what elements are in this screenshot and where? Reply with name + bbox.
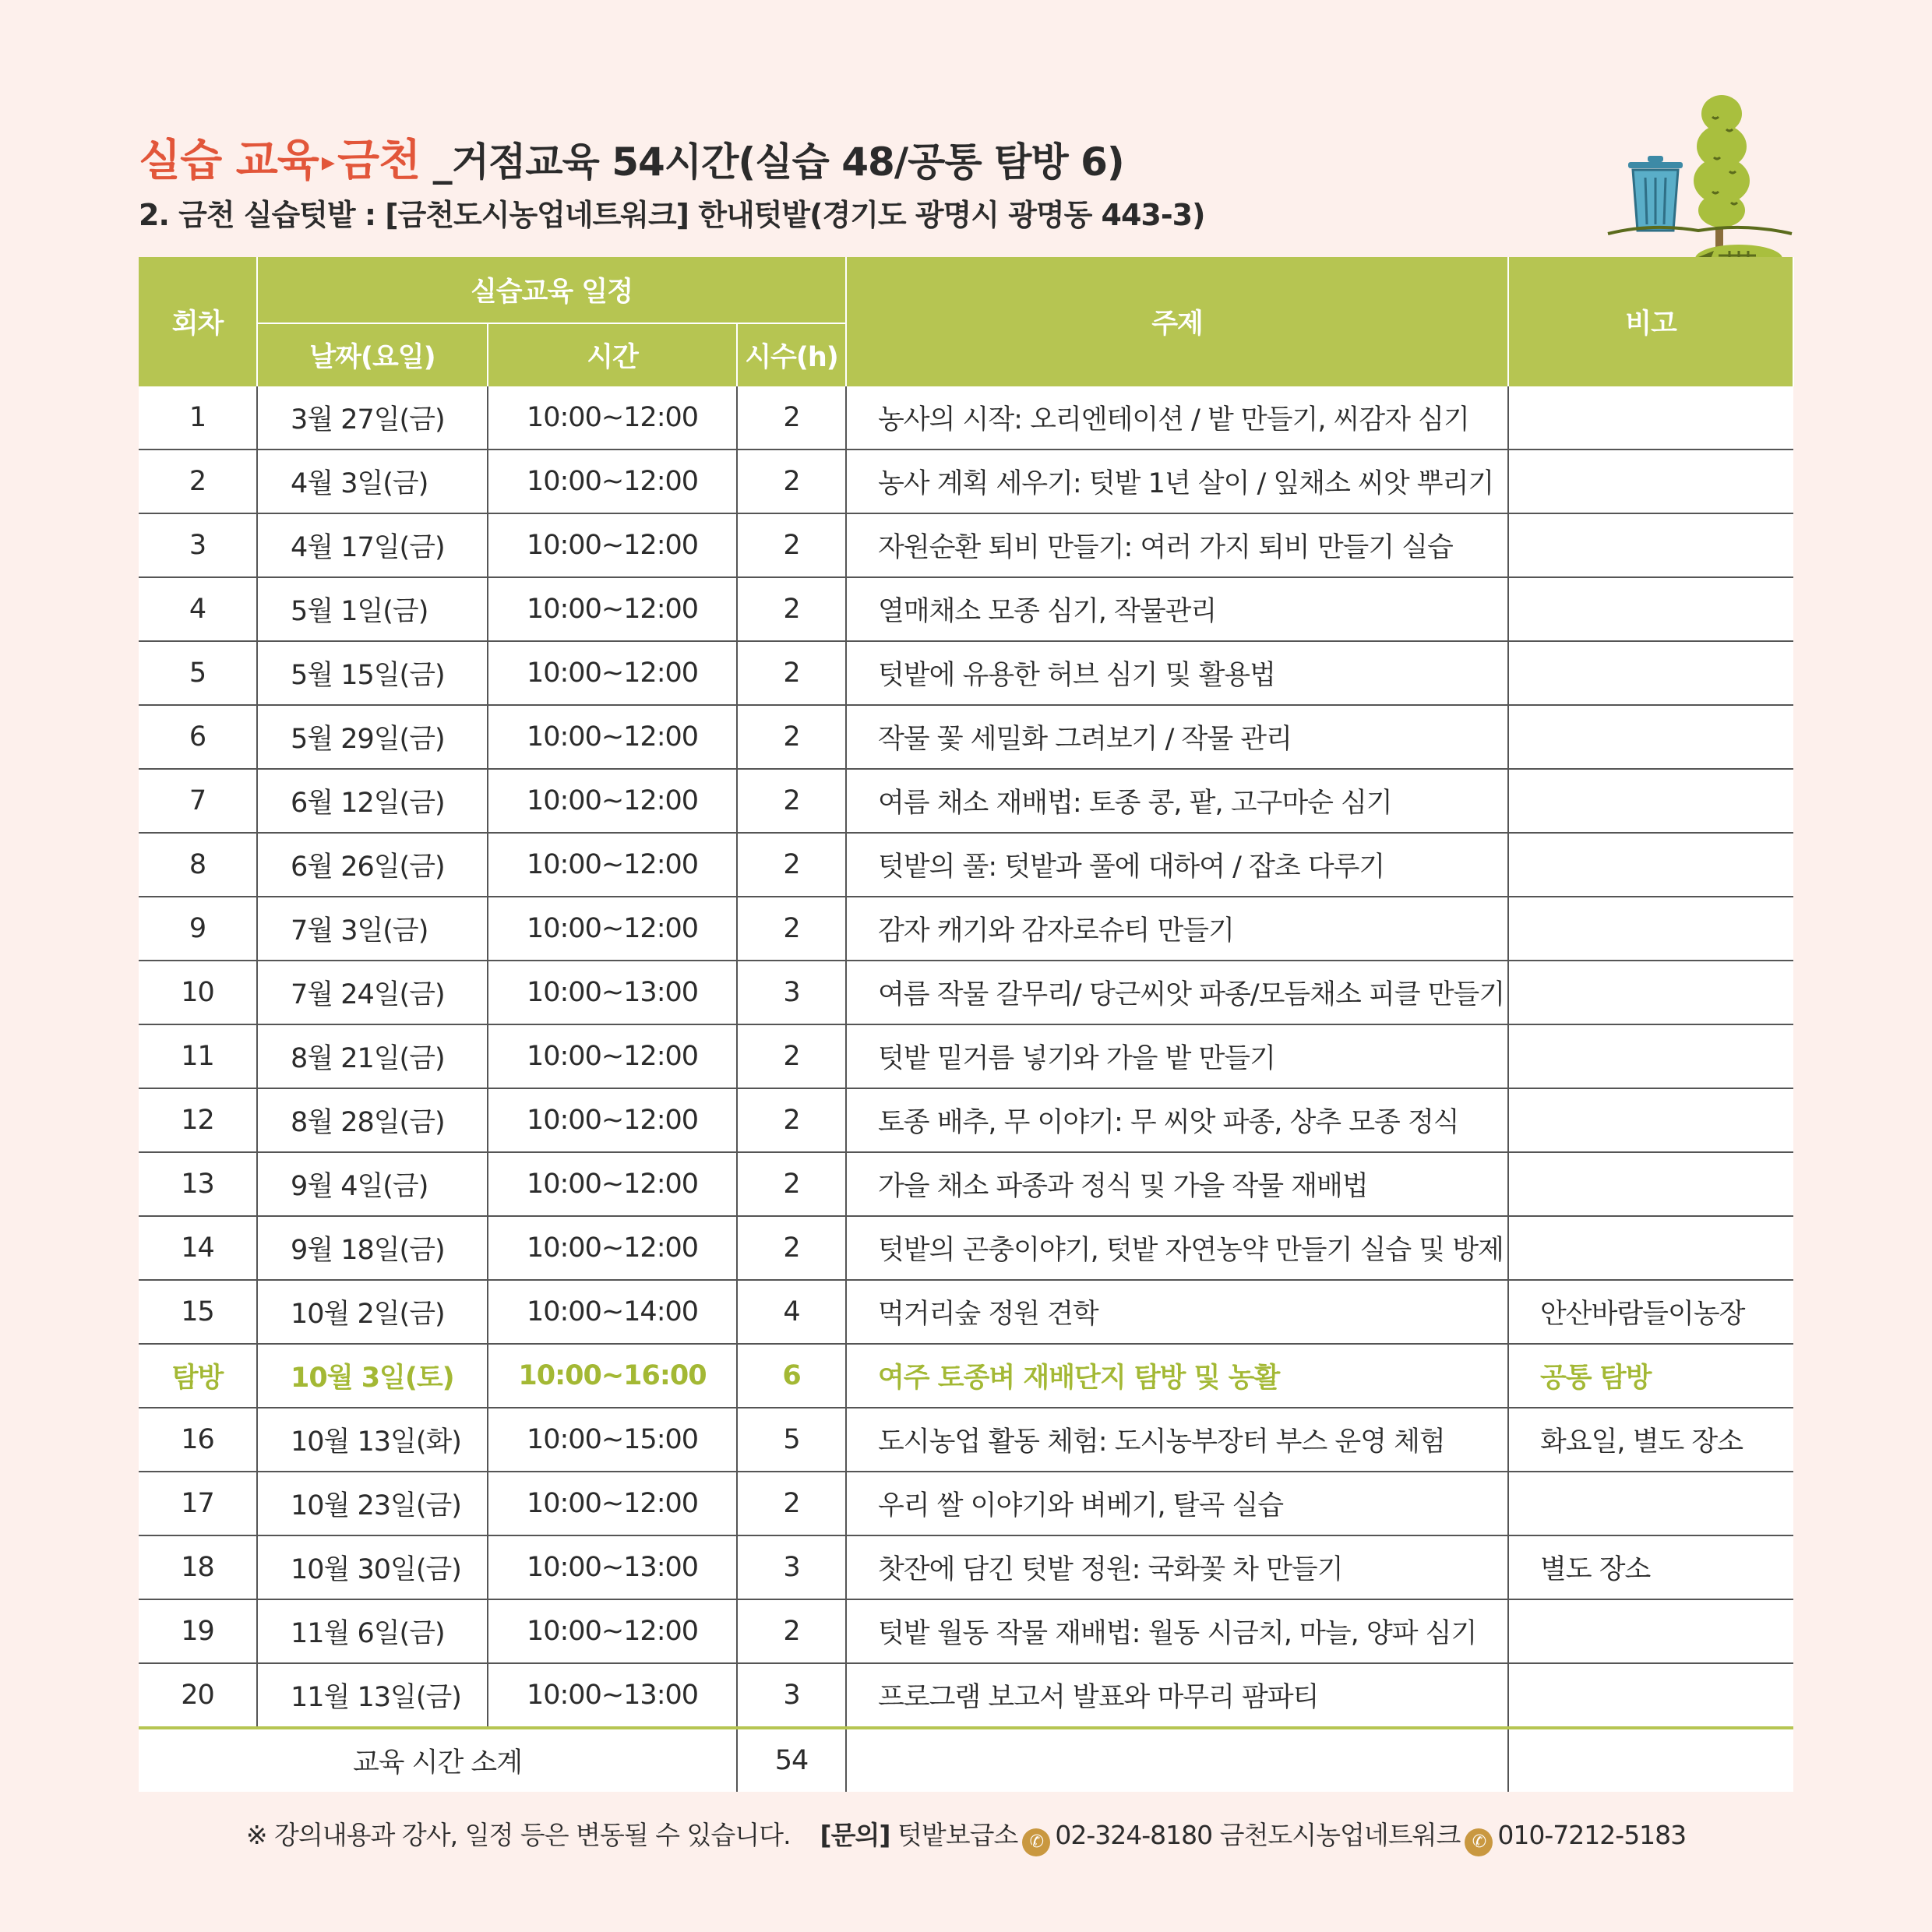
footer-notice [0,1815,1932,1856]
note-cell [1508,1472,1793,1535]
footer-disclaimer: ※ 강의내용과 강사, 일정 등은 변동될 수 있습니다. [245,1820,791,1850]
round-cell: 11 [139,1024,257,1088]
note-cell: 안산바람들이농장 [1508,1280,1793,1344]
round-cell: 20 [139,1663,257,1728]
time-cell: 10:00~12:00 [488,1216,737,1280]
note-cell [1508,1216,1793,1280]
time-cell: 10:00~12:00 [488,1024,737,1088]
date-cell: 10월 2일(금) [257,1280,488,1344]
hours-cell: 2 [737,641,846,705]
time-cell: 10:00~12:00 [488,1472,737,1535]
round-cell: 7 [139,769,257,833]
hours-cell: 2 [737,897,846,961]
time-cell: 10:00~12:00 [488,386,737,450]
note-cell [1508,1663,1793,1728]
table-row [139,897,1793,961]
round-cell: 1 [139,386,257,450]
note-cell [1508,1024,1793,1088]
note-cell: 화요일, 별도 장소 [1508,1408,1793,1472]
hours-cell: 3 [737,1535,846,1599]
total-hours: 54 [737,1728,846,1792]
date-cell: 9월 4일(금) [257,1152,488,1216]
note-cell [1508,1599,1793,1663]
round-cell: 3 [139,513,257,577]
round-cell: 9 [139,897,257,961]
round-cell: 6 [139,705,257,769]
table-row [139,386,1793,450]
topic-cell: 농사 계획 세우기: 텃밭 1년 살이 / 잎채소 씨앗 뿌리기 [846,450,1508,513]
date-cell: 11월 13일(금) [257,1663,488,1728]
inquiry-org1: 텃밭보급소 [897,1820,1018,1850]
date-cell: 8월 28일(금) [257,1088,488,1152]
round-cell: 탐방 [139,1344,257,1408]
title-arrow-icon: ▸ [321,146,334,178]
date-cell: 10월 13일(화) [257,1408,488,1472]
time-cell: 10:00~12:00 [488,1599,737,1663]
note-cell: 별도 장소 [1508,1535,1793,1599]
page-subtitle: 2. 금천 실습텃밭 : [금천도시농업네트워크] 한내텃밭(경기도 광명시 광명동 443-3) [139,198,1205,232]
inquiry-phone2: 010-7212-5183 [1497,1820,1687,1850]
topic-cell: 우리 쌀 이야기와 벼베기, 탈곡 실습 [846,1472,1508,1535]
topic-cell: 가을 채소 파종과 정식 및 가을 작물 재배법 [846,1152,1508,1216]
total-row [139,1728,1793,1792]
note-cell [1508,769,1793,833]
time-cell: 10:00~12:00 [488,833,737,897]
total-topic-empty [846,1728,1508,1792]
title-category: 실습 교육 [139,136,319,186]
topic-cell: 텃밭에 유용한 허브 심기 및 활용법 [846,641,1508,705]
header-time: 시간 [488,323,737,386]
topic-cell: 여름 채소 재배법: 토종 콩, 팥, 고구마순 심기 [846,769,1508,833]
hours-cell: 2 [737,705,846,769]
table-row [139,1216,1793,1280]
table-row-tour [139,1344,1793,1408]
date-cell: 10월 23일(금) [257,1472,488,1535]
note-cell [1508,450,1793,513]
topic-cell: 찻잔에 담긴 텃밭 정원: 국화꽃 차 만들기 [846,1535,1508,1599]
hours-cell: 2 [737,1024,846,1088]
hours-cell: 2 [737,450,846,513]
round-cell: 8 [139,833,257,897]
round-cell: 4 [139,577,257,641]
total-label: 교육 시간 소계 [139,1728,737,1792]
header-round: 회차 [139,257,257,386]
date-cell: 5월 29일(금) [257,705,488,769]
note-cell [1508,641,1793,705]
hours-cell: 3 [737,961,846,1024]
date-cell: 8월 21일(금) [257,1024,488,1088]
phone-icon: ✆ [1022,1828,1050,1856]
topic-cell: 작물 꽃 세밀화 그려보기 / 작물 관리 [846,705,1508,769]
note-cell [1508,513,1793,577]
date-cell: 11월 6일(금) [257,1599,488,1663]
title-location: 금천 [337,136,421,186]
date-cell: 6월 12일(금) [257,769,488,833]
time-cell: 10:00~12:00 [488,513,737,577]
table-row [139,1024,1793,1088]
round-cell: 5 [139,641,257,705]
header-date: 날짜(요일) [257,323,488,386]
note-cell [1508,1088,1793,1152]
time-cell: 10:00~12:00 [488,897,737,961]
time-cell: 10:00~13:00 [488,961,737,1024]
hours-cell: 2 [737,1216,846,1280]
table-row [139,1280,1793,1344]
date-cell: 6월 26일(금) [257,833,488,897]
topic-cell: 토종 배추, 무 이야기: 무 씨앗 파종, 상추 모종 정식 [846,1088,1508,1152]
table-row [139,769,1793,833]
topic-cell: 열매채소 모종 심기, 작물관리 [846,577,1508,641]
round-cell: 19 [139,1599,257,1663]
header-hours: 시수(h) [737,323,846,386]
topic-cell: 자원순환 퇴비 만들기: 여러 가지 퇴비 만들기 실습 [846,513,1508,577]
table-row [139,1152,1793,1216]
table-row [139,1472,1793,1535]
topic-cell: 텃밭 월동 작물 재배법: 월동 시금치, 마늘, 양파 심기 [846,1599,1508,1663]
hours-cell: 3 [737,1663,846,1728]
page-title [139,126,1124,189]
inquiry-org2: 금천도시농업네트워크 [1219,1820,1461,1850]
date-cell: 10월 30일(금) [257,1535,488,1599]
note-cell [1508,386,1793,450]
topic-cell: 감자 캐기와 감자로슈티 만들기 [846,897,1508,961]
table-row [139,641,1793,705]
table-row [139,1663,1793,1728]
hours-cell: 6 [737,1344,846,1408]
date-cell: 4월 3일(금) [257,450,488,513]
note-cell [1508,897,1793,961]
date-cell: 5월 1일(금) [257,577,488,641]
round-cell: 12 [139,1088,257,1152]
hours-cell: 2 [737,1599,846,1663]
topic-cell: 도시농업 활동 체험: 도시농부장터 부스 운영 체험 [846,1408,1508,1472]
round-cell: 14 [139,1216,257,1280]
topic-cell: 농사의 시작: 오리엔테이션 / 밭 만들기, 씨감자 심기 [846,386,1508,450]
total-note-empty [1508,1728,1793,1792]
header-note: 비고 [1508,257,1793,386]
table-row [139,450,1793,513]
time-cell: 10:00~12:00 [488,450,737,513]
date-cell: 9월 18일(금) [257,1216,488,1280]
topic-cell: 텃밭의 풀: 텃밭과 풀에 대하여 / 잡초 다루기 [846,833,1508,897]
note-cell [1508,577,1793,641]
table-row [139,1535,1793,1599]
date-cell: 5월 15일(금) [257,641,488,705]
topic-cell: 프로그램 보고서 발표와 마무리 팜파티 [846,1663,1508,1728]
date-cell: 7월 24일(금) [257,961,488,1024]
date-cell: 7월 3일(금) [257,897,488,961]
round-cell: 16 [139,1408,257,1472]
time-cell: 10:00~12:00 [488,769,737,833]
topic-cell: 텃밭 밑거름 넣기와 가을 밭 만들기 [846,1024,1508,1088]
time-cell: 10:00~12:00 [488,1152,737,1216]
topic-cell: 텃밭의 곤충이야기, 텃밭 자연농약 만들기 실습 및 방제 [846,1216,1508,1280]
note-cell [1508,833,1793,897]
time-cell: 10:00~16:00 [488,1344,737,1408]
time-cell: 10:00~12:00 [488,577,737,641]
time-cell: 10:00~15:00 [488,1408,737,1472]
hours-cell: 2 [737,1088,846,1152]
time-cell: 10:00~13:00 [488,1663,737,1728]
topic-cell: 먹거리숲 정원 견학 [846,1280,1508,1344]
time-cell: 10:00~12:00 [488,1088,737,1152]
note-cell [1508,705,1793,769]
date-cell: 3월 27일(금) [257,386,488,450]
hours-cell: 2 [737,833,846,897]
title-description: _거점교육 54시간(실습 48/공통 탐방 6) [432,139,1124,185]
table-row [139,1599,1793,1663]
hours-cell: 2 [737,1472,846,1535]
time-cell: 10:00~12:00 [488,705,737,769]
time-cell: 10:00~12:00 [488,641,737,705]
inquiry-phone1: 02-324-8180 [1055,1820,1213,1850]
hours-cell: 2 [737,769,846,833]
date-cell: 10월 3일(토) [257,1344,488,1408]
hours-cell: 4 [737,1280,846,1344]
note-cell [1508,1152,1793,1216]
table-row [139,961,1793,1024]
hours-cell: 2 [737,577,846,641]
note-cell: 공통 탐방 [1508,1344,1793,1408]
table-row [139,833,1793,897]
header-schedule-group: 실습교육 일정 [257,257,846,323]
topic-cell: 여름 작물 갈무리/ 당근씨앗 파종/모듬채소 피클 만들기 [846,961,1508,1024]
hours-cell: 2 [737,386,846,450]
inquiry-label: [문의] [820,1820,890,1850]
table-row [139,705,1793,769]
note-cell [1508,961,1793,1024]
round-cell: 10 [139,961,257,1024]
time-cell: 10:00~13:00 [488,1535,737,1599]
hours-cell: 2 [737,1152,846,1216]
phone-icon: ✆ [1465,1828,1493,1856]
hours-cell: 5 [737,1408,846,1472]
round-cell: 17 [139,1472,257,1535]
table-row [139,577,1793,641]
topic-cell: 여주 토종벼 재배단지 탐방 및 농활 [846,1344,1508,1408]
hours-cell: 2 [737,513,846,577]
schedule-table [139,257,1794,1792]
round-cell: 15 [139,1280,257,1344]
header-topic: 주제 [846,257,1508,386]
table-row [139,1408,1793,1472]
round-cell: 13 [139,1152,257,1216]
table-row [139,1088,1793,1152]
round-cell: 2 [139,450,257,513]
time-cell: 10:00~14:00 [488,1280,737,1344]
round-cell: 18 [139,1535,257,1599]
date-cell: 4월 17일(금) [257,513,488,577]
table-row [139,513,1793,577]
